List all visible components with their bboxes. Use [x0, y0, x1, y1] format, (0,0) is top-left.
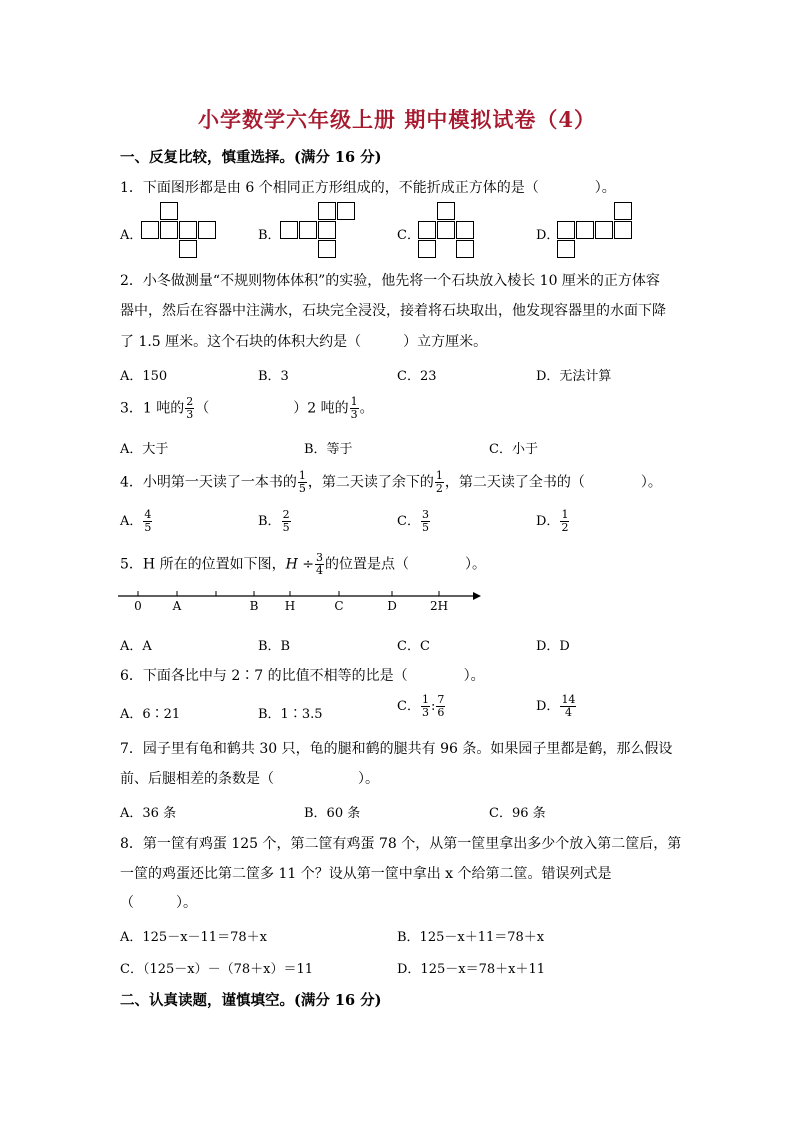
q1-option-d-label: D． — [536, 228, 560, 243]
q5-option-b: B．B — [258, 639, 291, 654]
tick-label-0: 0 — [134, 599, 142, 613]
q3-fraction-2: $\frac{1}{3}$ — [350, 395, 358, 421]
tick-label-2h: 2H — [429, 599, 449, 613]
question-2-line-1: 2．小冬做测量“不规则物体体积”的实验，他先将一个石块放入棱长 10 厘米的正方体容 — [120, 273, 660, 289]
question-7-line-2: 前、后腿相差的条数是（ ）。 — [120, 771, 379, 787]
q6-option-b: B．1∶3.5 — [258, 707, 323, 722]
q2-option-d: D．无法计算 — [536, 369, 612, 384]
number-line — [118, 588, 483, 618]
q2-option-a: A．150 — [120, 369, 168, 384]
q4-fraction-2: $\frac{1}{2}$ — [435, 469, 443, 495]
q5-fraction: $\frac{3}{4}$ — [315, 551, 323, 577]
q4-option-b: B． $\frac{2}{5}$ — [258, 508, 290, 534]
question-1-text: 1．下面图形都是由 6 个相同正方形组成的，不能折成正方体的是（ ）。 — [120, 180, 616, 196]
question-8-line-1: 8．第一筐有鸡蛋 125 个，第二筐有鸡蛋 78 个，从第一筐里拿出多少个放入第二筐后，第 — [120, 836, 682, 852]
q3-option-b: B．等于 — [304, 442, 353, 457]
q4-fraction-1: $\frac{1}{5}$ — [298, 469, 306, 495]
q6-option-c: C． $\frac{1}{3}$ : $\frac{7}{6}$ — [397, 693, 445, 719]
q2-option-c: C．23 — [397, 369, 437, 384]
q6-option-d: D． $\frac{14}{4}$ — [536, 693, 576, 719]
question-2-line-2: 器中，然后在容器中注满水，石块完全浸没，接着将石块取出，他发现容器里的水面下降 — [120, 303, 666, 319]
q5-option-d: D．D — [536, 639, 570, 654]
question-8-line-3: （ ）。 — [120, 895, 197, 911]
question-7-line-1: 7．园子里有龟和鹤共 30 只，龟的腿和鹤的腿共有 96 条。如果园子里都是鹤，那么假设 — [120, 741, 673, 757]
question-5-text: 5．H 所在的位置如下图，H ÷ $\frac{3}{4}$ 的位置是点（ ）。 — [120, 551, 486, 577]
section-2-heading: 二、认真读题，谨慎填空。(满分 16 分) — [120, 992, 382, 1009]
q6-option-a: A．6∶21 — [120, 707, 181, 722]
q1-option-b-label: B． — [258, 228, 281, 243]
q5-option-c: C．C — [397, 639, 430, 654]
question-4-text: 4．小明第一天读了一本书的 $\frac{1}{5}$ ，第二天读了余下的 $\frac{1}{2}$ ，第二天读了全书的（ ）。 — [120, 469, 662, 495]
q7-option-c: C．96 条 — [489, 806, 546, 821]
q8-option-d: D．125－x＝78＋x＋11 — [397, 962, 545, 977]
q4-option-c: C． $\frac{3}{5}$ — [397, 508, 429, 534]
q3-option-a: A．大于 — [120, 442, 169, 457]
tick-label-b: B — [249, 599, 259, 613]
q3-option-c: C．小于 — [489, 442, 538, 457]
q1-option-a-label: A． — [120, 228, 143, 243]
q2-option-b: B．3 — [258, 369, 289, 384]
tick-label-h: H — [284, 599, 296, 613]
page-title: 小学数学六年级上册 期中模拟试卷（4） — [198, 107, 596, 132]
q3-fraction-1: $\frac{2}{3}$ — [186, 395, 194, 421]
question-8-line-2: 一筐的鸡蛋还比第二筐多 11 个？设从第一筐中拿出 x 个给第二筐。错误列式是 — [120, 866, 612, 882]
tick-label-c: C — [334, 599, 344, 613]
q1-option-b-net — [280, 202, 356, 259]
tick-label-d: D — [387, 599, 397, 613]
question-6-text: 6．下面各比中与 2∶7 的比值不相等的比是（ ）。 — [120, 668, 485, 684]
q8-option-a: A．125－x－11＝78＋x — [120, 930, 267, 945]
q4-option-a: A． $\frac{4}{5}$ — [120, 508, 152, 534]
question-3-text: 3．1 吨的 $\frac{2}{3}$ （ ）2 吨的 $\frac{1}{3}$ 。 — [120, 395, 374, 421]
q4-option-d: D． $\frac{1}{2}$ — [536, 508, 569, 534]
q8-option-c: C．（125－x）－（78＋x）＝11 — [120, 962, 314, 977]
tick-label-a: A — [172, 599, 182, 613]
q1-option-c-label: C． — [397, 228, 420, 243]
q1-option-c-net — [418, 202, 475, 259]
q7-option-b: B．60 条 — [304, 806, 361, 821]
section-1-heading: 一、反复比较，慎重选择。(满分 16 分) — [120, 149, 382, 166]
q7-option-a: A．36 条 — [120, 806, 177, 821]
question-2-line-3: 了 1.5 厘米。这个石块的体积大约是（ ）立方厘米。 — [120, 334, 488, 350]
q8-option-b: B．125－x＋11＝78＋x — [397, 930, 545, 945]
q1-option-d-net — [557, 202, 633, 259]
q1-option-a-net — [141, 202, 217, 259]
q5-option-a: A．A — [120, 639, 152, 654]
